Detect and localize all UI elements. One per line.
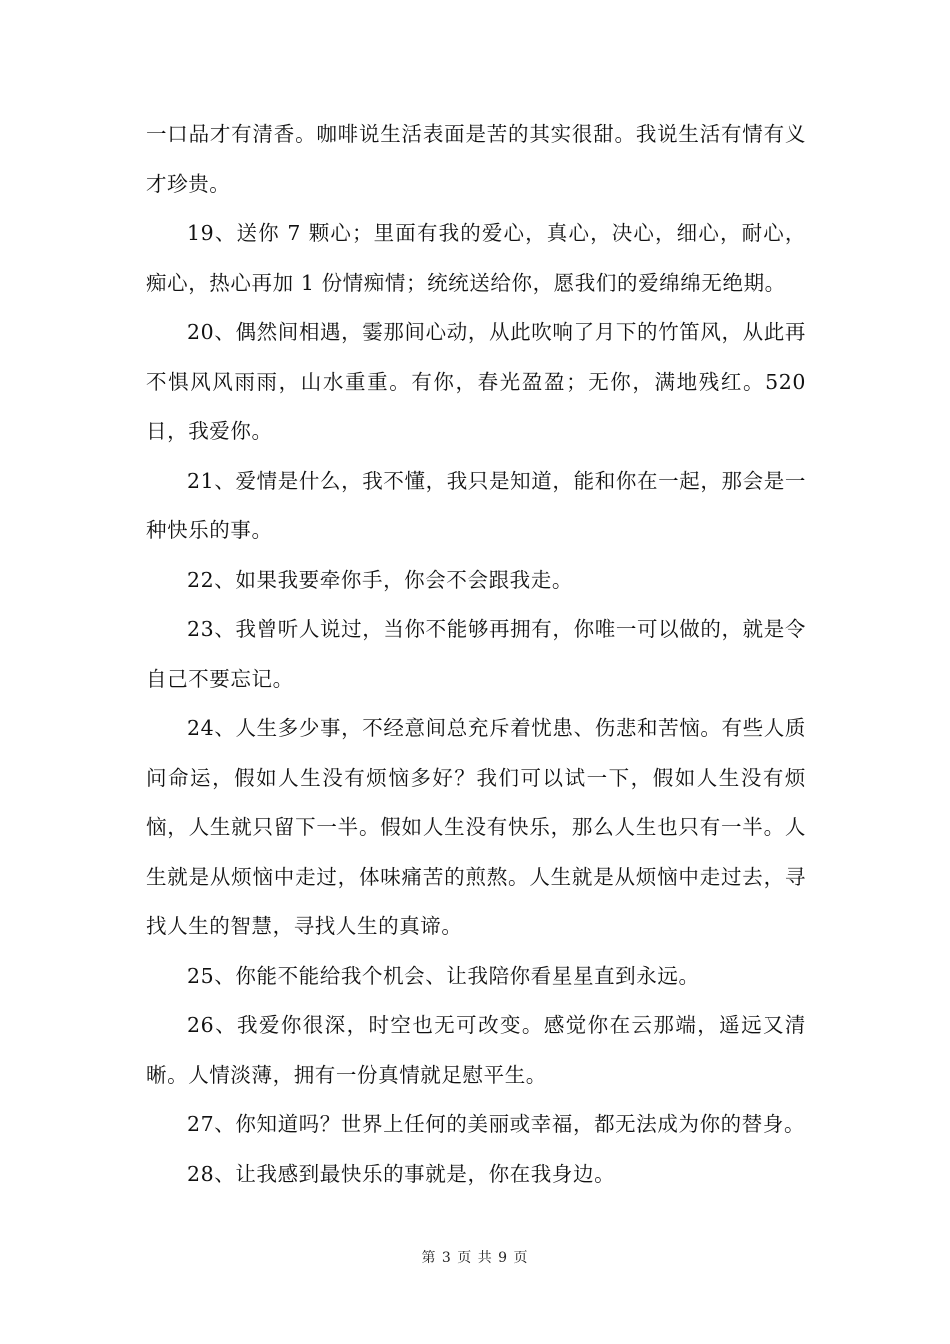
paragraph-28: 28、让我感到最快乐的事就是，你在我身边。 <box>187 1161 616 1186</box>
page-number-footer: 第 3 页 共 9 页 <box>421 1250 529 1266</box>
paragraph-22: 22、如果我要牵你手，你会不会跟我走。 <box>187 567 573 592</box>
document-body <box>146 110 806 1199</box>
paragraph-25: 25、你能不能给我个机会、让我陪你看星星直到永远。 <box>187 963 700 988</box>
paragraph-continuation: 一口品才有清香。咖啡说生活表面是苦的其实很甜。我说生活有情有义才珍贵。 <box>146 122 806 196</box>
paragraph-19: 19、送你 7 颗心；里面有我的爱心，真心，决心，细心，耐心，痴心，热心再加 1 份情痴情；统统送给你，愿我们的爱绵绵无绝期。 <box>146 221 806 295</box>
paragraph-23: 23、我曾听人说过，当你不能够再拥有，你唯一可以做的，就是令自己不要忘记。 <box>146 617 806 691</box>
paragraph-21: 21、爱情是什么，我不懂，我只是知道，能和你在一起，那会是一种快乐的事。 <box>146 468 806 542</box>
paragraph-20: 20、偶然间相遇，霎那间心动，从此吹响了月下的竹笛风，从此再不惧风风雨雨，山水重重。有你，春光盈盈；无你，满地残红。520 日，我爱你。 <box>146 320 806 443</box>
paragraph-26: 26、我爱你很深，时空也无可改变。感觉你在云那端，遥远又清晰。人情淡薄，拥有一份真情就足慰平生。 <box>146 1013 806 1087</box>
paragraph-24: 24、人生多少事，不经意间总充斥着忧患、伤悲和苦恼。有些人质问命运，假如人生没有烦恼多好？我们可以试一下，假如人生没有烦恼，人生就只留下一半。假如人生没有快乐，那么人生也只有一半。人生就是从烦恼中走过，体味痛苦的煎熬。人生就是从烦恼中走过去，寻找人生的智慧，寻找人生的真谛。 <box>146 716 806 938</box>
paragraph-27: 27、你知道吗？世界上任何的美丽或幸福，都无法成为你的替身。 <box>187 1112 806 1136</box>
